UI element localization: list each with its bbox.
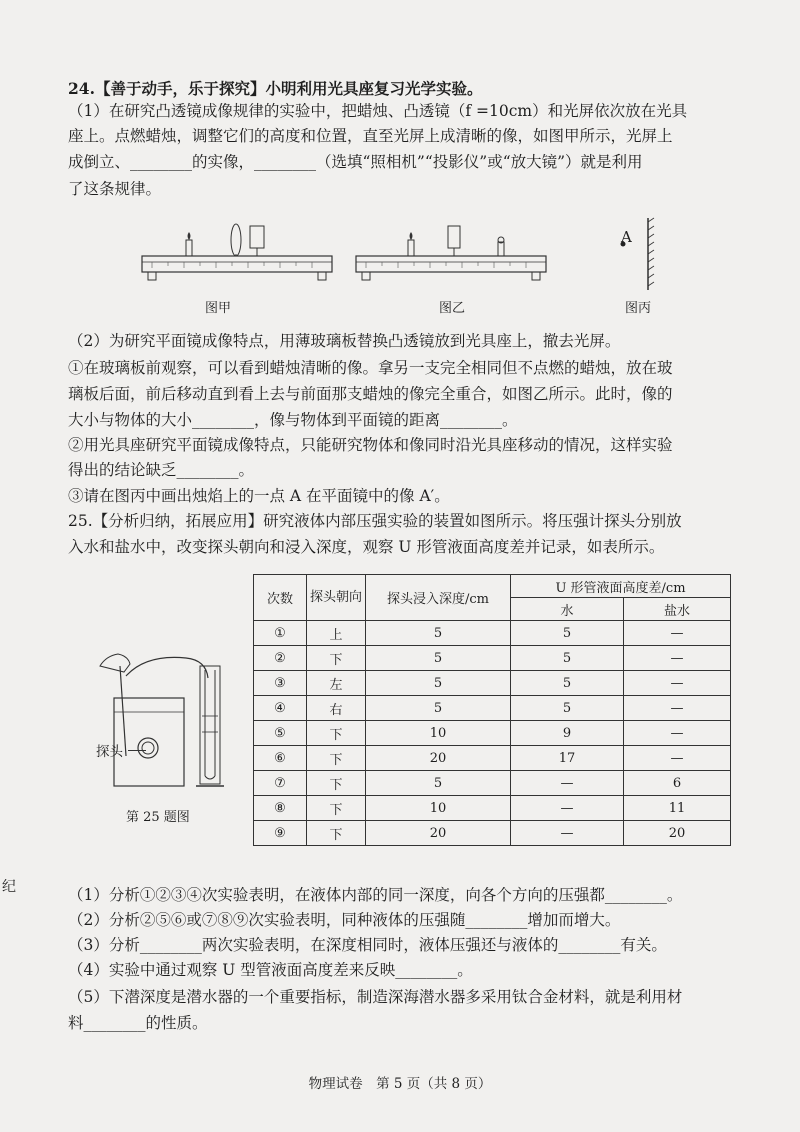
cell-brine: 20 <box>624 821 731 846</box>
figure-25-pressure-apparatus <box>92 636 242 796</box>
table-row <box>254 721 731 746</box>
q24-p2-line1: （2）为研究平面镜成像特点，用薄玻璃板替换凸透镜放到光具座上，撤去光屏。 <box>68 332 621 350</box>
table-row <box>254 796 731 821</box>
caption-yi: 图乙 <box>438 301 465 316</box>
cell-brine: 6 <box>624 771 731 796</box>
q24-p2-line3: 璃板后面，前后移动直到看上去与前面那支蜡烛的像完全重合，如图乙所示。此时，像的 <box>68 385 673 403</box>
table-row <box>254 671 731 696</box>
q24-p2-line2: ①在玻璃板前观察，可以看到蜡烛清晰的像。拿另一支完全相同但不点燃的蜡烛，放在玻 <box>68 359 673 377</box>
cell-direction: 左 <box>307 671 366 696</box>
pressure-data-table <box>253 574 731 846</box>
th-direction: 探头朝向 <box>307 575 366 621</box>
table-row <box>254 746 731 771</box>
q25-question1: （1）分析①②③④次实验表明，在液体内部的同一深度，向各个方向的压强都________。 <box>68 886 683 904</box>
cell-water: — <box>511 821 624 846</box>
cell-brine: 11 <box>624 796 731 821</box>
cell-direction: 下 <box>307 796 366 821</box>
q25-question5-line1: （5）下潜深度是潜水器的一个重要指标，制造深海潜水器多采用钛合金材料，就是利用材 <box>68 988 683 1006</box>
cell-depth: 5 <box>366 771 511 796</box>
q25-intro-line1: 25.【分析归纳，拓展应用】研究液体内部压强实验的装置如图所示。将压强计探头分别放 <box>68 512 682 530</box>
table-row <box>254 696 731 721</box>
cell-direction: 下 <box>307 746 366 771</box>
q25-question4: （4）实验中通过观察 U 型管液面高度差来反映________。 <box>68 961 473 979</box>
q24-p2-line6: 得出的结论缺乏________。 <box>68 461 255 479</box>
cell-trial: ⑧ <box>254 796 307 821</box>
cell-depth: 5 <box>366 696 511 721</box>
cell-direction: 右 <box>307 696 366 721</box>
cell-water: 5 <box>511 621 624 646</box>
cell-trial: ⑥ <box>254 746 307 771</box>
cell-brine: — <box>624 671 731 696</box>
cell-trial: ③ <box>254 671 307 696</box>
table-row <box>254 621 731 646</box>
fig25-caption: 第 25 题图 <box>126 810 190 825</box>
cell-trial: ① <box>254 621 307 646</box>
cell-trial: ⑤ <box>254 721 307 746</box>
caption-jia: 图甲 <box>204 301 231 316</box>
q25-question2: （2）分析②⑤⑥或⑦⑧⑨次实验表明，同种液体的压强随________增加而增大。 <box>68 911 621 929</box>
q24-p1-line2: 座上。点燃蜡烛，调整它们的高度和位置，直至光屏上成清晰的像，如图甲所示，光屏上 <box>68 127 673 145</box>
page-footer: 物理试卷 第 5 页（共 8 页） <box>308 1076 492 1092</box>
probe-leader-line <box>128 750 146 751</box>
q24-p1-line3: 成倒立、________的实像，________（选填“照相机”“投影仪”或“放大镜”）就是利用 <box>68 153 643 171</box>
cell-brine: — <box>624 646 731 671</box>
cell-brine: — <box>624 746 731 771</box>
th-brine: 盐水 <box>624 598 731 621</box>
cell-water: 5 <box>511 646 624 671</box>
cell-trial: ⑨ <box>254 821 307 846</box>
cell-water: 5 <box>511 671 624 696</box>
q24-p2-line7: ③请在图丙中画出烛焰上的一点 A 在平面镜中的像 A′。 <box>68 487 450 505</box>
figure-jia-optical-bench <box>138 216 338 296</box>
table-row <box>254 821 731 846</box>
table-row <box>254 771 731 796</box>
q24-p1-line1: （1）在研究凸透镜成像规律的实验中，把蜡烛、凸透镜（f =10cm）和光屏依次放在光具 <box>68 102 688 120</box>
cell-direction: 下 <box>307 646 366 671</box>
q25-question3: （3）分析________两次实验表明，在深度相同时，液体压强还与液体的________有关。 <box>68 936 667 954</box>
cell-water: 9 <box>511 721 624 746</box>
caption-bing: 图丙 <box>624 301 651 316</box>
cell-depth: 5 <box>366 646 511 671</box>
th-height-diff: U 形管液面高度差/cm <box>511 575 731 598</box>
cell-direction: 下 <box>307 821 366 846</box>
q24-p2-line4: 大小与物体的大小________，像与物体到平面镜的距离________。 <box>68 411 518 429</box>
cell-depth: 10 <box>366 721 511 746</box>
point-a-label: A <box>621 228 632 246</box>
cell-trial: ⑦ <box>254 771 307 796</box>
cell-brine: — <box>624 621 731 646</box>
cell-water: — <box>511 771 624 796</box>
cell-trial: ② <box>254 646 307 671</box>
cell-depth: 5 <box>366 621 511 646</box>
cell-depth: 10 <box>366 796 511 821</box>
cell-direction: 下 <box>307 771 366 796</box>
figure-bing-mirror <box>608 214 668 294</box>
cell-direction: 上 <box>307 621 366 646</box>
q25-question5-line2: 料________的性质。 <box>68 1014 208 1032</box>
cell-depth: 20 <box>366 746 511 771</box>
figure-yi-optical-bench <box>352 216 552 296</box>
q24-p2-line5: ②用光具座研究平面镜成像特点，只能研究物体和像同时沿光具座移动的情况，这样实验 <box>68 436 673 454</box>
th-depth: 探头浸入深度/cm <box>366 575 511 621</box>
cell-depth: 20 <box>366 821 511 846</box>
cell-brine: — <box>624 696 731 721</box>
q24-p1-line4: 了这条规律。 <box>68 180 162 198</box>
probe-label: 探头 <box>96 744 123 760</box>
q25-intro-line2: 入水和盐水中，改变探头朝向和浸入深度，观察 U 形管液面高度差并记录，如表所示。 <box>68 538 665 556</box>
cell-brine: — <box>624 721 731 746</box>
cell-trial: ④ <box>254 696 307 721</box>
cell-direction: 下 <box>307 721 366 746</box>
table-row <box>254 646 731 671</box>
cell-water: 5 <box>511 696 624 721</box>
q24-title: 24.【善于动手，乐于探究】小明利用光具座复习光学实验。 <box>68 79 483 98</box>
cell-water: — <box>511 796 624 821</box>
cell-depth: 5 <box>366 671 511 696</box>
cell-water: 17 <box>511 746 624 771</box>
th-trial: 次数 <box>254 575 307 621</box>
margin-mark: 纪 <box>2 879 16 895</box>
th-water: 水 <box>511 598 624 621</box>
